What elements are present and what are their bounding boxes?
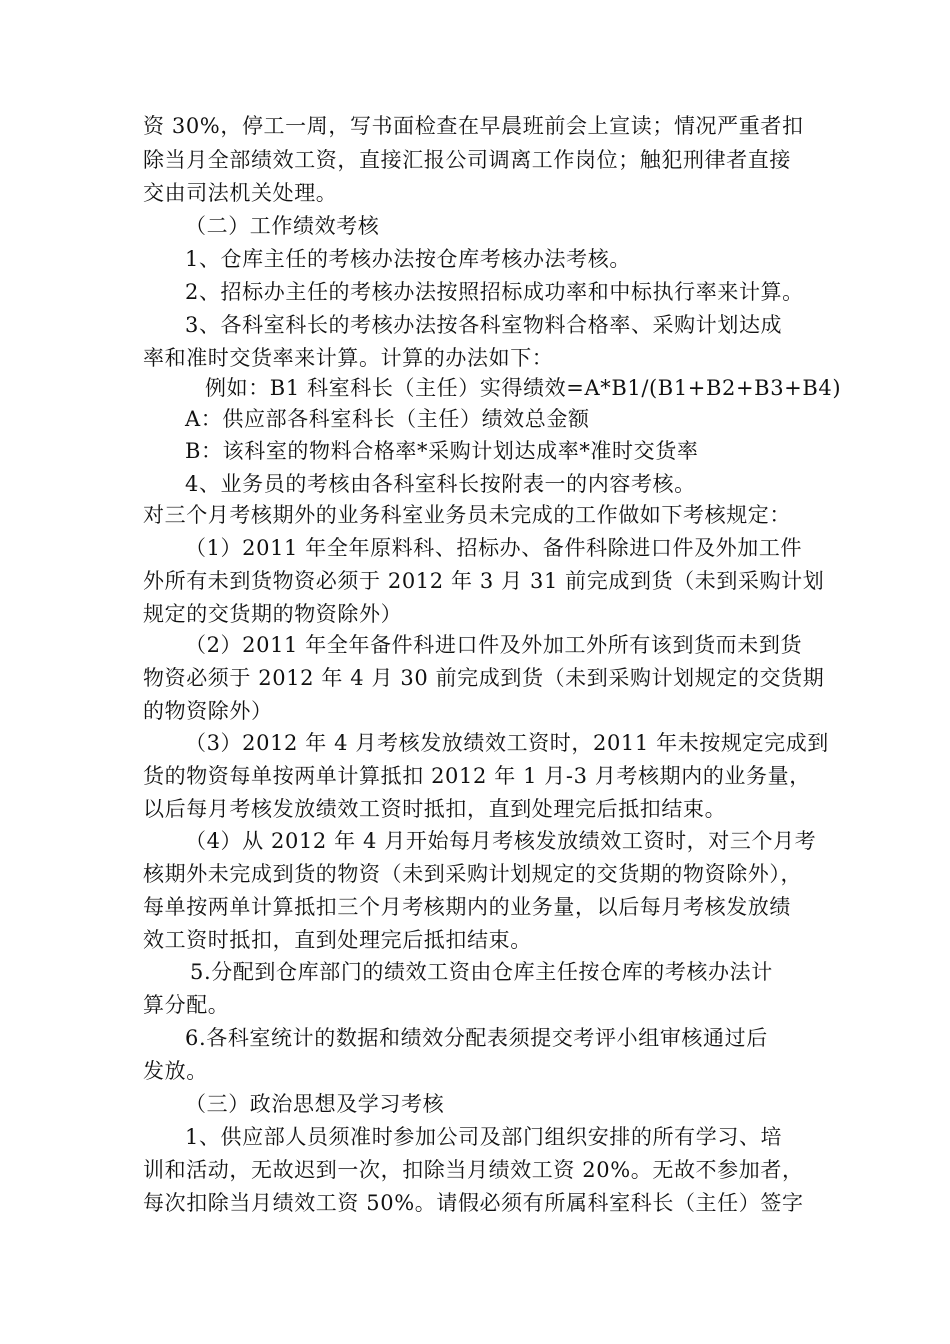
list-item: （2）2011 年全年备件科进口件及外加工外所有该到货而未到货 <box>185 633 803 657</box>
paragraph-line: 对三个月考核期外的业务科室业务员未完成的工作做如下考核规定： <box>143 503 791 527</box>
paragraph-line: 训和活动，无故迟到一次，扣除当月绩效工资 20%。无故不参加者， <box>143 1158 804 1182</box>
list-item: 4、业务员的考核由各科室科长按附表一的内容考核。 <box>185 472 696 496</box>
paragraph-line: 算分配。 <box>143 993 230 1017</box>
formula-definition: A：供应部各科室科长（主任）绩效总金额 <box>185 407 590 431</box>
paragraph-line: 的物资除外） <box>143 699 273 723</box>
formula-line: 例如：B1 科室科长（主任）实得绩效=A*B1/(B1+B2+B3+B4) <box>205 376 842 400</box>
list-item: 6.各科室统计的数据和绩效分配表须提交考评小组审核通过后 <box>185 1026 768 1050</box>
paragraph-line: 每单按两单计算抵扣三个月考核期内的业务量，以后每月考核发放绩 <box>143 895 791 919</box>
paragraph-line: 每次扣除当月绩效工资 50%。请假必须有所属科室科长（主任）签字 <box>143 1191 804 1215</box>
paragraph-line: 外所有未到货物资必须于 2012 年 3 月 31 前完成到货（未到采购计划 <box>143 569 825 593</box>
paragraph-line: 规定的交货期的物资除外） <box>143 602 403 626</box>
paragraph-line: 率和准时交货率来计算。计算的办法如下： <box>143 346 554 370</box>
paragraph-line: 核期外未完成到货的物资（未到采购计划规定的交货期的物资除外）， <box>143 862 803 886</box>
section-heading: （三）政治思想及学习考核 <box>185 1092 445 1116</box>
list-item: 3、各科室科长的考核办法按各科室物料合格率、采购计划达成 <box>185 313 783 337</box>
list-item: （1）2011 年全年原料科、招标办、备件科除进口件及外加工件 <box>185 536 803 560</box>
paragraph-line: 资 30%，停工一周，写书面检查在早晨班前会上宣读；情况严重者扣 <box>143 114 804 138</box>
paragraph-line: 交由司法机关处理。 <box>143 181 338 205</box>
paragraph-line: 发放。 <box>143 1059 208 1083</box>
list-item: （4）从 2012 年 4 月开始每月考核发放绩效工资时，对三个月考 <box>185 829 817 853</box>
paragraph-line: 货的物资每单按两单计算抵扣 2012 年 1 月-3 月考核期内的业务量， <box>143 764 811 788</box>
paragraph-line: 效工资时抵扣，直到处理完后抵扣结束。 <box>143 928 532 952</box>
list-item: （3）2012 年 4 月考核发放绩效工资时，2011 年未按规定完成到 <box>185 731 829 755</box>
list-item: 1、供应部人员须准时参加公司及部门组织安排的所有学习、培 <box>185 1125 783 1149</box>
paragraph-line: 以后每月考核发放绩效工资时抵扣，直到处理完后抵扣结束。 <box>143 797 727 821</box>
formula-definition: B：该科室的物料合格率*采购计划达成率*准时交货率 <box>185 439 699 463</box>
paragraph-line: 除当月全部绩效工资，直接汇报公司调离工作岗位；触犯刑律者直接 <box>143 148 791 172</box>
list-item: 1、仓库主任的考核办法按仓库考核办法考核。 <box>185 247 631 271</box>
list-item: 2、招标办主任的考核办法按照招标成功率和中标执行率来计算。 <box>185 280 804 304</box>
section-heading: （二）工作绩效考核 <box>185 214 380 238</box>
paragraph-line: 物资必须于 2012 年 4 月 30 前完成到货（未到采购计划规定的交货期 <box>143 666 825 690</box>
list-item: 5.分配到仓库部门的绩效工资由仓库主任按仓库的考核办法计 <box>190 960 773 984</box>
